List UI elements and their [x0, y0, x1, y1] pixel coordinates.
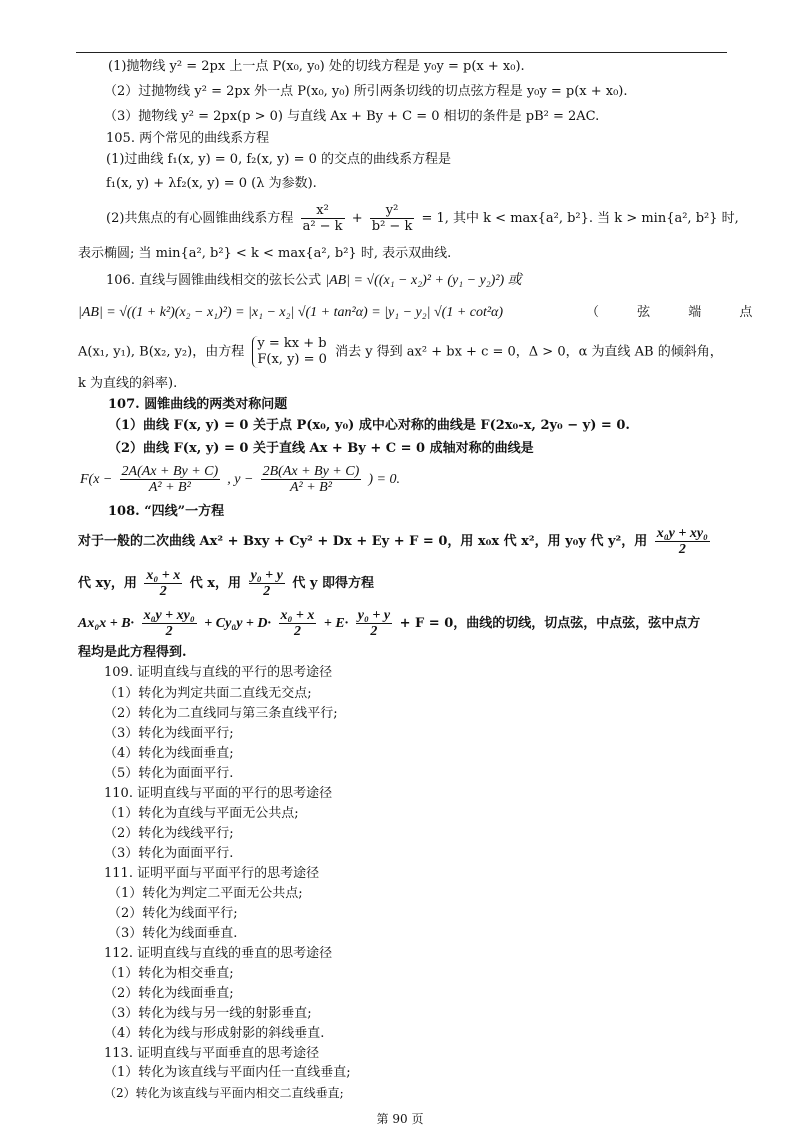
text: 106. 直线与圆锥曲线相交的弦长公式	[106, 273, 322, 288]
numerator: x₀y + xy₀	[143, 608, 195, 623]
fraction	[142, 608, 197, 639]
fraction	[370, 203, 415, 234]
operator: +	[351, 211, 363, 226]
text-line: (1)抛物线 y² = 2px 上一点 P(x₀, y₀) 处的切线方程是 y₀y = p(x + x₀).	[108, 59, 525, 74]
section-heading: 113. 证明直线与平面垂直的思考途径	[104, 1046, 320, 1061]
list-item: （2）转化为二直线同与第三条直线平行;	[104, 706, 338, 721]
denominator: A² + B²	[148, 480, 191, 495]
numerator: 2A(Ax + By + C)	[121, 464, 219, 479]
equation: y = kx + b	[257, 336, 327, 351]
formula: |AB| = √((x₁ − x₂)² + (y₁ − y₂)²) 或	[325, 273, 522, 288]
text-line	[78, 568, 374, 599]
text: (2)共焦点的有心圆锥曲线系方程	[106, 211, 294, 226]
equation: F(x, y) = 0	[257, 352, 327, 367]
text: 代 x，用	[189, 576, 242, 591]
fraction	[249, 568, 285, 599]
list-item: （2）转化为线面垂直;	[104, 986, 234, 1001]
denominator: 2	[678, 542, 686, 557]
text: 代 y 即得方程	[292, 576, 375, 591]
list-item: （4）转化为线面垂直;	[104, 746, 234, 761]
fraction	[301, 203, 345, 234]
numerator: y₀ + y	[250, 568, 283, 583]
list-item: （5）转化为面面平行.	[104, 766, 234, 781]
text: = 1, 其中 k < max{a², b²}. 当 k > min{a², b²} 时,	[421, 211, 739, 226]
text-line: 表示椭圆; 当 min{a², b²} < k < max{a², b²} 时, 表示双曲线.	[78, 246, 452, 261]
denominator: b² − k	[371, 219, 413, 234]
list-item: （1）转化为判定二平面无公共点;	[108, 886, 303, 901]
formula: |AB| = √((1 + k²)(x₂ − x₁)²) = |x₁ − x₂| √(1 + tan²α) = |y₁ − y₂| √(1 + cot²α)	[78, 305, 504, 320]
fraction	[120, 464, 221, 495]
text: Ax₀x + B·	[78, 616, 135, 631]
text: , y −	[227, 472, 254, 487]
denominator: 2	[165, 624, 173, 639]
text-line: （1）曲线 F(x, y) = 0 关于点 P(x₀, y₀) 成中心对称的曲线是 F(2x₀-x, 2y₀ − y) = 0.	[108, 418, 630, 433]
text: 代 xy，用	[78, 576, 137, 591]
list-item: （1）转化为该直线与平面内任一直线垂直;	[104, 1065, 351, 1080]
numerator: y²	[370, 203, 415, 219]
fraction	[356, 608, 392, 639]
text-line: k 为直线的斜率).	[78, 376, 178, 391]
list-item: （4）转化为线与形成射影的斜线垂直.	[104, 1026, 325, 1041]
fraction	[655, 526, 710, 557]
formula-line: f₁(x, y) + λf₂(x, y) = 0 (λ 为参数).	[106, 176, 317, 191]
text-line: （2）曲线 F(x, y) = 0 关于直线 Ax + By + C = 0 成轴对称的曲线是	[108, 441, 534, 456]
text: + F = 0，曲线的切线，切点弦，中点弦，弦中点方	[399, 616, 701, 631]
section-heading: 110. 证明直线与平面的平行的思考途径	[104, 786, 333, 801]
denominator: 2	[263, 584, 271, 599]
page-number: 第 90 页	[376, 1112, 424, 1126]
fraction	[144, 568, 182, 599]
formula-line	[78, 304, 503, 322]
text: F(x −	[80, 472, 113, 487]
fraction	[261, 464, 362, 495]
numerator: x²	[301, 203, 345, 219]
text-line: （ 弦 端 点	[586, 305, 753, 320]
text-line	[78, 526, 713, 557]
list-item: （1）转化为相交垂直;	[104, 966, 234, 981]
list-item: （3）转化为线与另一线的射影垂直;	[104, 1006, 312, 1021]
text-line: (1)过曲线 f₁(x, y) = 0, f₂(x, y) = 0 的交点的曲线系方程是	[106, 152, 452, 167]
denominator: 2	[370, 624, 378, 639]
formula-line	[106, 272, 522, 290]
section-heading: 111. 证明平面与平面平行的思考途径	[104, 866, 320, 881]
text-line: （2）过抛物线 y² = 2px 外一点 P(x₀, y₀) 所引两条切线的切点弦方程是 y₀y = p(x + x₀).	[104, 84, 628, 99]
list-item: （2）转化为该直线与平面内相交二直线垂直;	[104, 1086, 344, 1100]
denominator: 2	[159, 584, 167, 599]
list-item: （2）转化为线线平行;	[104, 826, 234, 841]
text: 对于一般的二次曲线 Ax² + Bxy + Cy² + Dx + Ey + F = 0，用 x₀x 代 x²，用 y₀y 代 y²，用	[78, 534, 648, 549]
section-heading: 108. “四线”一方程	[108, 504, 225, 519]
denominator: 2	[293, 624, 301, 639]
list-item: （2）转化为线面平行;	[108, 906, 238, 921]
section-heading: 112. 证明直线与直线的垂直的思考途径	[104, 946, 333, 961]
section-heading: 105. 两个常见的曲线系方程	[106, 131, 270, 146]
numerator: 2B(Ax + By + C)	[262, 464, 360, 479]
list-item: （1）转化为直线与平面无公共点;	[104, 806, 299, 821]
header-rule	[76, 52, 727, 53]
text: + Cy₀y + D·	[204, 616, 271, 631]
text: + E·	[323, 616, 349, 631]
equation-system	[252, 336, 327, 368]
formula-line	[106, 203, 739, 234]
text: ) = 0.	[368, 472, 400, 487]
text: A(x₁, y₁), B(x₂, y₂)，由方程	[78, 344, 245, 360]
text-line: 程均是此方程得到.	[78, 645, 187, 660]
section-heading: 109. 证明直线与直线的平行的思考途径	[104, 665, 333, 680]
formula-line	[80, 464, 400, 495]
fraction	[279, 608, 317, 639]
numerator: x₀ + x	[280, 608, 315, 623]
numerator: x₀y + xy₀	[656, 526, 708, 541]
formula-line	[78, 608, 700, 639]
text-line: （3）抛物线 y² = 2px(p > 0) 与直线 Ax + By + C = 0 相切的条件是 pB² = 2AC.	[104, 109, 600, 124]
list-item: （3）转化为面面平行.	[104, 846, 234, 861]
text: 消去 y 得到 ax² + bx + c = 0，Δ > 0，α 为直线 AB 的倾斜角，	[335, 344, 723, 360]
denominator: a² − k	[302, 219, 343, 234]
list-item: （3）转化为线面垂直.	[108, 926, 238, 941]
numerator: x₀ + x	[146, 568, 181, 583]
list-item: （3）转化为线面平行;	[104, 726, 234, 741]
list-item: （1）转化为判定共面二直线无交点;	[104, 686, 312, 701]
denominator: A² + B²	[289, 480, 332, 495]
formula-line	[78, 336, 723, 368]
numerator: y₀ + y	[357, 608, 391, 623]
section-heading: 107. 圆锥曲线的两类对称问题	[108, 397, 288, 412]
